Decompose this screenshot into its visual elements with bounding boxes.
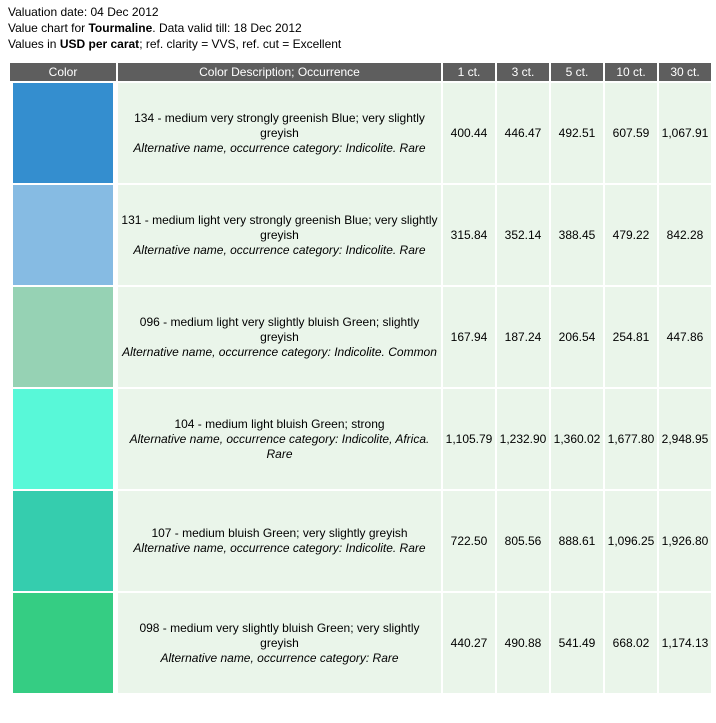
- price-1ct: 315.84: [443, 185, 495, 285]
- occurrence-text: Alternative name, occurrence category: Indicolite. Common: [122, 344, 437, 359]
- currency-unit: USD per carat: [59, 37, 140, 51]
- column-header-description: Color Description; Occurrence: [118, 63, 441, 81]
- price-1ct: 400.44: [443, 83, 495, 183]
- color-swatch: [13, 491, 113, 591]
- price-1ct: 1,105.79: [443, 389, 495, 489]
- validity-text: . Data valid till: 18 Dec 2012: [152, 21, 302, 35]
- description-cell: [118, 287, 441, 387]
- price-10ct: 1,677.80: [605, 389, 657, 489]
- price-3ct: 805.56: [497, 491, 549, 591]
- price-3ct: 490.88: [497, 593, 549, 693]
- price-30ct: 1,067.91: [659, 83, 711, 183]
- occurrence-text: Alternative name, occurrence category: Indicolite, Africa. Rare: [129, 431, 430, 461]
- units-line: [8, 36, 341, 52]
- swatch-cell: [10, 389, 116, 489]
- chart-header: [8, 4, 341, 52]
- table-body: [10, 83, 711, 693]
- units-prefix: Values in: [8, 37, 60, 51]
- description-cell: [118, 389, 441, 489]
- price-10ct: 607.59: [605, 83, 657, 183]
- column-header-10ct: 10 ct.: [605, 63, 657, 81]
- reference-text: ; ref. clarity = VVS, ref. cut = Excellent: [139, 37, 342, 51]
- table-row: [10, 593, 711, 693]
- price-3ct: 1,232.90: [497, 389, 549, 489]
- color-swatch: [13, 83, 113, 183]
- price-30ct: 842.28: [659, 185, 711, 285]
- occurrence-text: Alternative name, occurrence category: Indicolite. Rare: [133, 242, 426, 257]
- value-table: [8, 61, 713, 695]
- column-header-1ct: 1 ct.: [443, 63, 495, 81]
- price-5ct: 1,360.02: [551, 389, 603, 489]
- price-30ct: 1,926.80: [659, 491, 711, 591]
- price-10ct: 254.81: [605, 287, 657, 387]
- price-30ct: 447.86: [659, 287, 711, 387]
- table-header-row: [10, 63, 711, 81]
- price-5ct: 888.61: [551, 491, 603, 591]
- column-header-5ct: 5 ct.: [551, 63, 603, 81]
- color-description: 104 - medium light bluish Green; strong: [174, 416, 385, 431]
- occurrence-text: Alternative name, occurrence category: Rare: [160, 650, 399, 665]
- gem-name: Tourmaline: [88, 21, 153, 35]
- price-1ct: 167.94: [443, 287, 495, 387]
- swatch-cell: [10, 287, 116, 387]
- occurrence-text: Alternative name, occurrence category: Indicolite. Rare: [133, 541, 426, 555]
- price-5ct: 206.54: [551, 287, 603, 387]
- table-row: [10, 83, 711, 183]
- swatch-cell: [10, 83, 116, 183]
- color-swatch: [13, 389, 113, 489]
- column-header-3ct: 3 ct.: [497, 63, 549, 81]
- chart-subject-line: [8, 20, 341, 36]
- table-row: [10, 491, 711, 591]
- occurrence-text: Alternative name, occurrence category: Indicolite. Rare: [133, 140, 426, 155]
- column-header-30ct: 30 ct.: [659, 63, 711, 81]
- color-description: 098 - medium very slightly bluish Green; very slightly greyish: [139, 620, 420, 650]
- color-description: 107 - medium bluish Green; very slightly greyish: [151, 526, 408, 540]
- price-1ct: 722.50: [443, 491, 495, 591]
- price-1ct: 440.27: [443, 593, 495, 693]
- price-5ct: 492.51: [551, 83, 603, 183]
- color-description: 096 - medium light very slightly bluish Green; slightly greyish: [139, 314, 420, 344]
- color-description: 134 - medium very strongly greenish Blue; very slightly greyish: [134, 110, 425, 140]
- valuation-date: Valuation date: 04 Dec 2012: [8, 5, 159, 19]
- price-5ct: 388.45: [551, 185, 603, 285]
- color-swatch: [13, 287, 113, 387]
- table-row: [10, 389, 711, 489]
- price-10ct: 668.02: [605, 593, 657, 693]
- table-row: [10, 287, 711, 387]
- color-swatch: [13, 593, 113, 693]
- description-cell: [118, 593, 441, 693]
- description-cell: [118, 185, 441, 285]
- swatch-cell: [10, 185, 116, 285]
- price-30ct: 1,174.13: [659, 593, 711, 693]
- price-3ct: 352.14: [497, 185, 549, 285]
- swatch-cell: [10, 593, 116, 693]
- color-swatch: [13, 185, 113, 285]
- column-header-color: Color: [10, 63, 116, 81]
- subject-prefix: Value chart for: [8, 21, 89, 35]
- color-description: 131 - medium light very strongly greenish Blue; very slightly greyish: [121, 212, 438, 242]
- price-30ct: 2,948.95: [659, 389, 711, 489]
- swatch-cell: [10, 491, 116, 591]
- price-3ct: 187.24: [497, 287, 549, 387]
- description-cell: [118, 491, 441, 591]
- price-3ct: 446.47: [497, 83, 549, 183]
- price-5ct: 541.49: [551, 593, 603, 693]
- table-row: [10, 185, 711, 285]
- price-10ct: 1,096.25: [605, 491, 657, 591]
- description-cell: [118, 83, 441, 183]
- price-10ct: 479.22: [605, 185, 657, 285]
